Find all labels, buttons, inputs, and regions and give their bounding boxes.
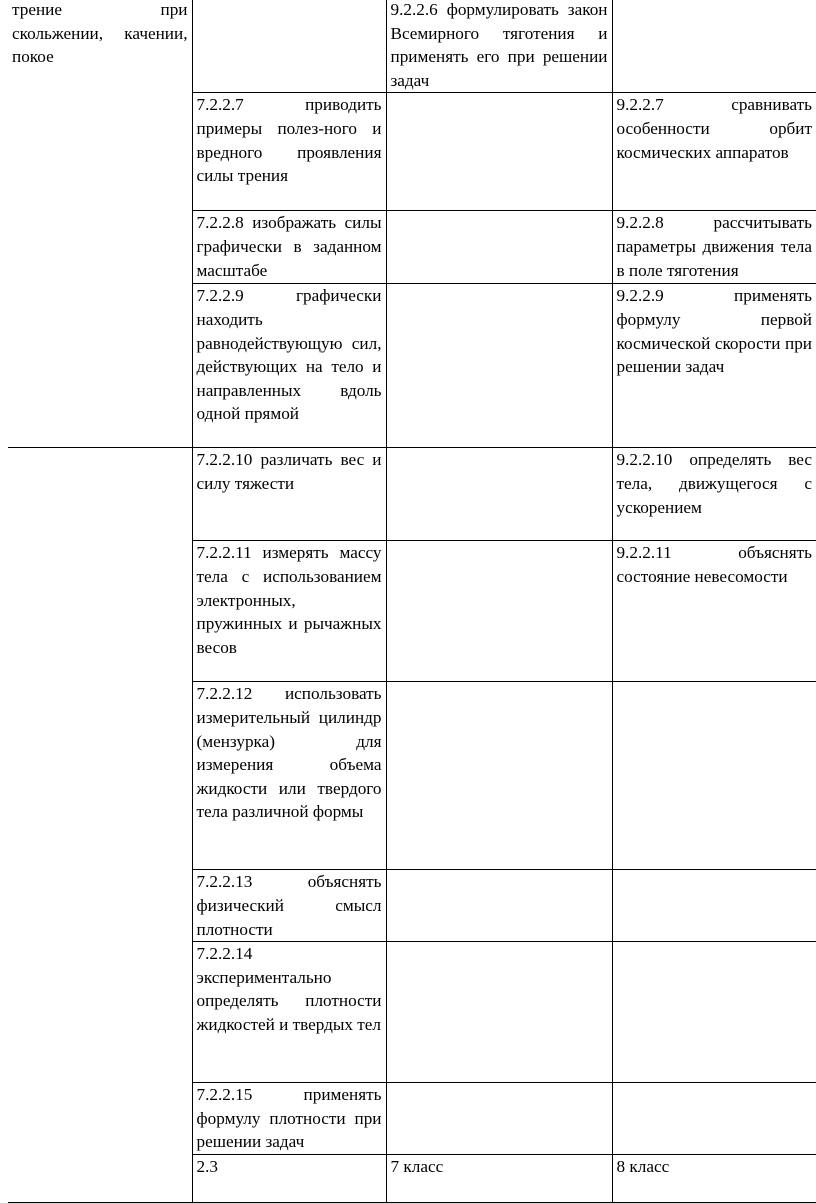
grade7-header: 7 класс (390, 1157, 444, 1177)
grade7-objective: 7.2.2.7 приводить примеры полез-ного и вредного проявления силы трения (196, 95, 382, 186)
grade8-cell (386, 0, 612, 93)
grade7-cell (192, 870, 386, 942)
grade7-objective: 7.2.2.13 объяснять физический смысл плотности (196, 872, 382, 939)
grade7-objective: 7.2.2.11 измерять массу тела с использованием электронных, пружинных и рычажных весов (196, 543, 382, 657)
grade7-cell (386, 1155, 612, 1203)
table-row (8, 448, 816, 541)
grade9-cell (612, 942, 816, 1083)
grade9-objective: 9.2.2.7 сравнивать особенности орбит космических аппаратов (616, 95, 812, 162)
grade8-objective: 9.2.2.6 формулировать закон Всемирного тяготения и применять его при решении задач (390, 0, 608, 90)
topic-cell (192, 1155, 386, 1203)
grade7-objective: 7.2.2.14 экспериментально определять плотности жидкостей и твердых тел (196, 944, 382, 1034)
grade9-cell (612, 682, 816, 870)
grade7-objective: 7.2.2.10 различать вес и силу тяжести (196, 450, 382, 493)
grade7-cell (192, 448, 386, 541)
grade7-objective: 7.2.2.9 графически находить равнодействующую сил, действующих на тело и направленных вдоль одной прямой (196, 286, 382, 424)
grade9-objective: 9.2.2.9 применять формулу первой космической скорости при решении задач (616, 286, 812, 377)
grade7-objective: 7.2.2.15 применять формулу плотности при решении задач (196, 1085, 382, 1152)
grade8-cell (386, 284, 612, 448)
topic-cell (8, 0, 192, 448)
grade8-cell (386, 1083, 612, 1155)
grade8-header: 8 класс (616, 1157, 670, 1177)
grade7-cell (192, 93, 386, 211)
grade7-cell (192, 1083, 386, 1155)
grade7-cell (192, 211, 386, 284)
curriculum-table (8, 0, 816, 1203)
grade8-cell (386, 448, 612, 541)
grade8-cell (386, 870, 612, 942)
topic-cell (8, 448, 192, 1203)
grade9-cell (612, 541, 816, 682)
grade9-cell (612, 211, 816, 284)
grade8-cell (386, 541, 612, 682)
section-number: 2.3 (196, 1157, 218, 1177)
grade9-cell (612, 0, 816, 93)
grade9-cell (612, 1083, 816, 1155)
grade8-cell (386, 93, 612, 211)
grade8-cell (386, 211, 612, 284)
grade7-cell (192, 541, 386, 682)
grade7-cell (192, 0, 386, 93)
grade7-cell (192, 682, 386, 870)
grade9-cell (612, 448, 816, 541)
grade7-objective: 7.2.2.12 использовать измерительный цилиндр (мензурка) для измерения объема жидкости или твердого тела различной формы (196, 684, 382, 822)
grade9-objective: 9.2.2.8 рассчитывать параметры движения тела в поле тяготения (616, 213, 812, 280)
grade9-objective: 9.2.2.10 определять вес тела, движущегося с ускорением (616, 450, 812, 517)
grade8-cell (386, 682, 612, 870)
grade9-cell (612, 93, 816, 211)
topic-text: трение при скольжении, качении, покое (12, 0, 188, 67)
grade7-cell (192, 284, 386, 448)
grade9-cell (612, 284, 816, 448)
grade7-objective: 7.2.2.8 изображать силы графически в заданном масштабе (196, 213, 382, 280)
grade8-cell (386, 942, 612, 1083)
table-row (8, 0, 816, 93)
grade9-cell (612, 870, 816, 942)
grade8-cell (612, 1155, 816, 1203)
grade7-cell (192, 942, 386, 1083)
grade9-objective: 9.2.2.11 объяснять состояние невесомости (616, 543, 812, 586)
